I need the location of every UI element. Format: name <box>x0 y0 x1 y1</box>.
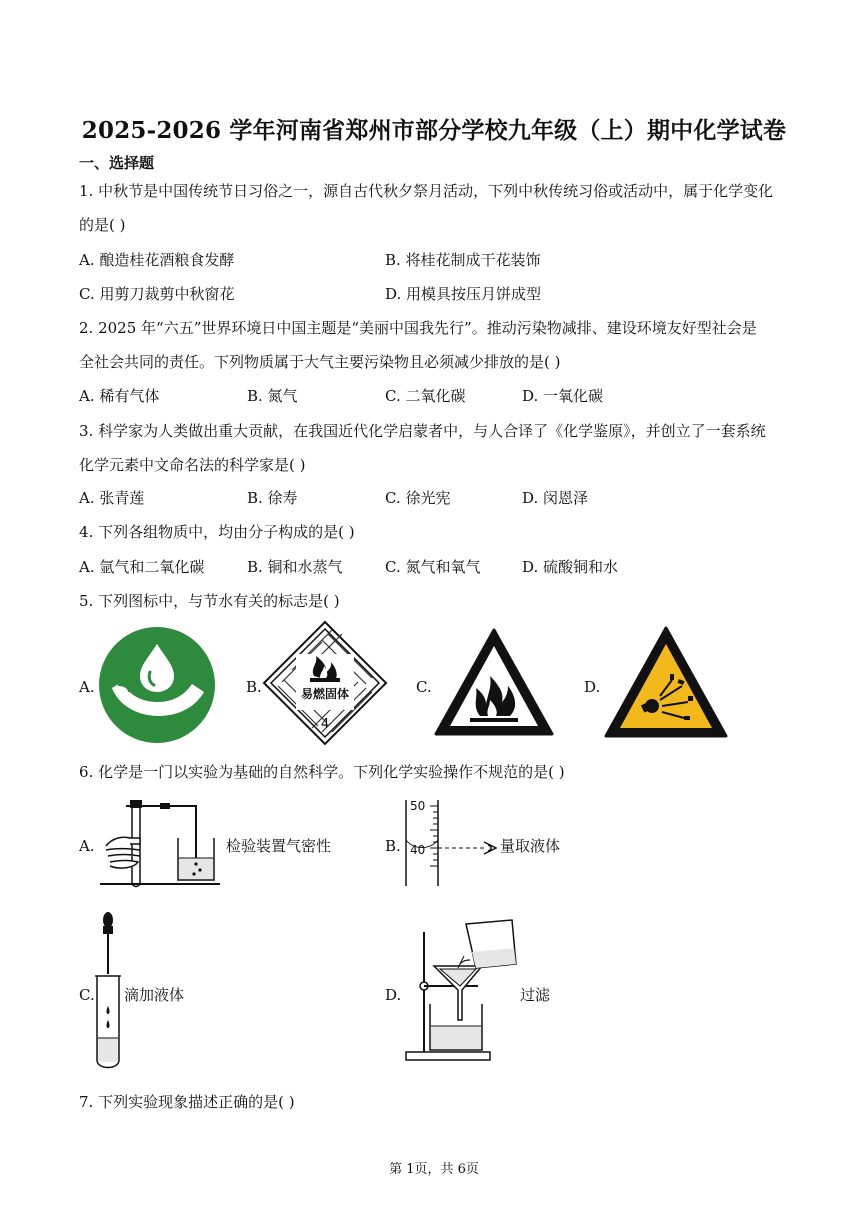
q2-option-b: B. 氮气 <box>247 387 298 405</box>
q1-option-c: C. 用剪刀裁剪中秋窗花 <box>79 285 235 303</box>
q3-stem-line2: 化学元素中文命名法的科学家是( ) <box>79 456 306 474</box>
dropper-adding-liquid-icon <box>94 910 126 1072</box>
q5-option-d-label: D. <box>584 678 601 696</box>
q3-option-c: C. 徐光宪 <box>385 489 451 507</box>
q3-stem-line1: 3. 科学家为人类做出重大贡献，在我国近代化学启蒙者中，与人合译了《化学鉴原》，并创立了一套系统 <box>79 422 766 440</box>
q2-stem-line2: 全社会共同的责任。下列物质属于大气主要污染物且必须减少排放的是( ) <box>79 353 561 371</box>
q3-option-b: B. 徐寿 <box>247 489 298 507</box>
q4-stem: 4. 下列各组物质中，均由分子构成的是( ) <box>79 523 355 541</box>
q6-option-d-label: D. <box>385 986 402 1004</box>
q4-option-b: B. 铜和水蒸气 <box>247 558 343 576</box>
q6-stem: 6. 化学是一门以实验为基础的自然科学。下列化学实验操作不规范的是( ) <box>79 763 565 781</box>
q6-option-c-caption: 滴加液体 <box>124 986 185 1004</box>
q2-option-d: D. 一氧化碳 <box>522 387 604 405</box>
q2-stem-line1: 2. 2025 年“六五”世界环境日中国主题是“美丽中国我先行”。推动污染物减排、建设环境友好型社会是 <box>79 319 757 337</box>
page-title: 2025-2026 学年河南省郑州市部分学校九年级（上）期中化学试卷 <box>81 117 787 144</box>
q3-option-d: D. 闵恩泽 <box>522 489 589 507</box>
q2-option-c: C. 二氧化碳 <box>385 387 466 405</box>
scale-label-top: 50 <box>410 799 426 813</box>
sign-number: 4 <box>320 717 330 732</box>
q4-option-c: C. 氮气和氧气 <box>385 558 481 576</box>
water-saving-sign-icon <box>98 626 216 744</box>
q6-option-d-caption: 过滤 <box>520 986 551 1004</box>
q3-option-a: A. 张青莲 <box>79 489 145 507</box>
filtration-apparatus-icon <box>400 916 522 1064</box>
q1-stem-line2: 的是( ) <box>79 216 126 234</box>
q1-option-d: D. 用模具按压月饼成型 <box>385 285 542 303</box>
q5-option-a-label: A. <box>79 678 95 696</box>
q4-option-d: D. 硫酸铜和水 <box>522 558 619 576</box>
q6-option-c-label: C. <box>79 986 95 1004</box>
q6-option-a-label: A. <box>79 837 95 855</box>
q6-option-b-label: B. <box>385 837 401 855</box>
q1-option-a: A. 酿造桂花酒粮食发酵 <box>79 251 235 269</box>
q2-option-a: A. 稀有气体 <box>79 387 160 405</box>
q7-stem: 7. 下列实验现象描述正确的是( ) <box>79 1093 295 1111</box>
q1-option-b: B. 将桂花制成干花装饰 <box>385 251 541 269</box>
flammable-warning-sign-icon <box>434 628 554 738</box>
q4-option-a: A. 氩气和二氧化碳 <box>79 558 205 576</box>
q6-option-b-caption: 量取液体 <box>500 837 561 855</box>
q1-stem-line1: 1. 中秋节是中国传统节日习俗之一，源自古代秋夕祭月活动，下列中秋传统习俗或活动中，属于化学变化 <box>79 182 774 200</box>
flammable-solid-sign-icon <box>262 620 388 746</box>
section-heading: 一、选择题 <box>79 154 155 172</box>
q6-option-a-caption: 检验装置气密性 <box>226 837 332 855</box>
q5-option-b-label: B. <box>246 678 262 696</box>
explosive-warning-sign-icon <box>604 626 728 740</box>
q5-option-c-label: C. <box>416 678 432 696</box>
scale-label-mid: 40 <box>410 843 426 857</box>
airtightness-check-apparatus-icon <box>96 798 224 890</box>
page-footer: 第 1页，共 6页 <box>389 1162 479 1177</box>
sign-text-flammable-solid: 易燃固体 <box>300 687 350 701</box>
q5-stem: 5. 下列图标中，与节水有关的标志是( ) <box>79 592 340 610</box>
